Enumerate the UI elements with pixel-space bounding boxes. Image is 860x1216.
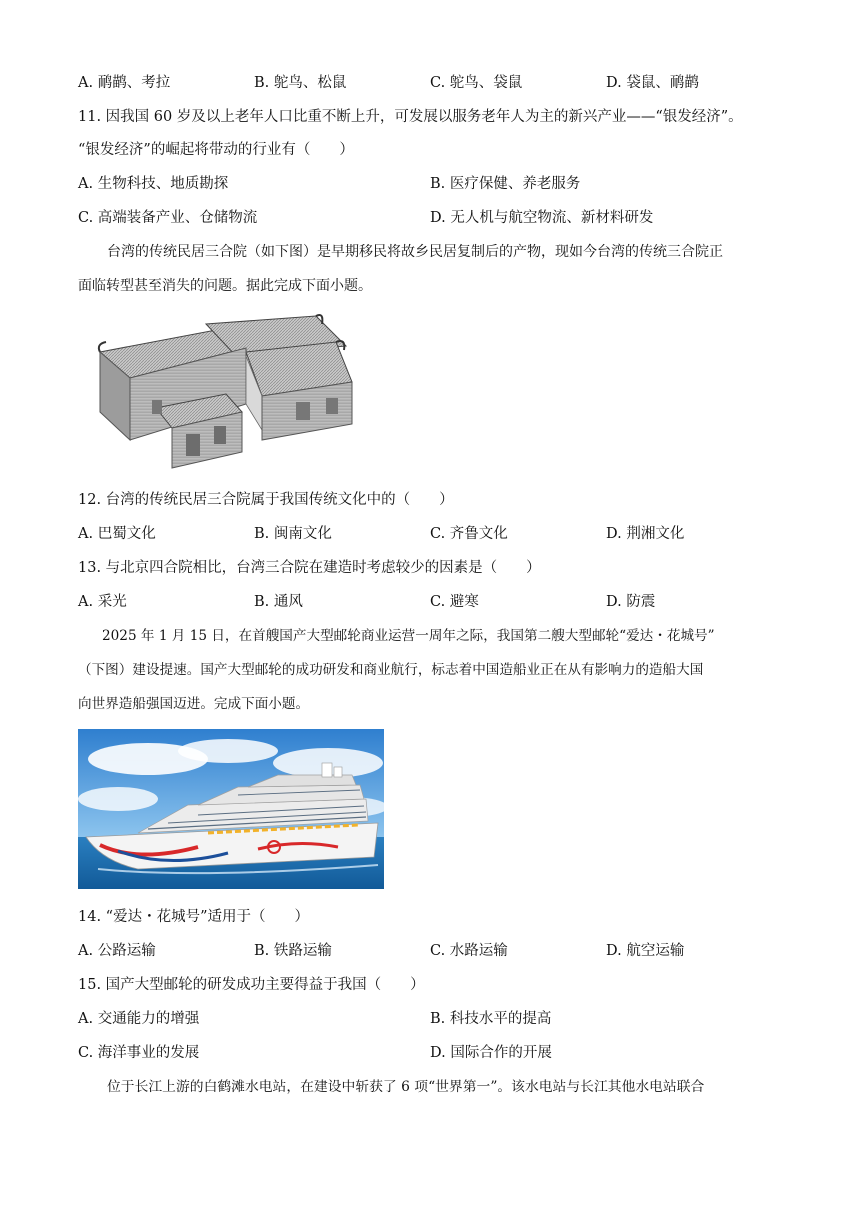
q15-option-a[interactable]: A. 交通能力的增强 (78, 1011, 200, 1027)
q15-option-b[interactable]: B. 科技水平的提高 (430, 1011, 552, 1027)
q12-option-c[interactable]: C. 齐鲁文化 (430, 526, 508, 542)
q11-option-b[interactable]: B. 医疗保健、养老服务 (430, 176, 581, 192)
q12-option-b[interactable]: B. 闽南文化 (254, 526, 332, 542)
q10-option-b[interactable]: B. 鸵鸟、松鼠 (254, 75, 347, 91)
passage1-line1: 台湾的传统民居三合院（如下图）是早期移民将故乡民居复制后的产物，现如今台湾的传统三合院正 (107, 244, 723, 260)
q14-option-d[interactable]: D. 航空运输 (606, 943, 685, 959)
passage2-line3: 向世界造船强国迈进。完成下面小题。 (78, 696, 310, 712)
q14-option-b[interactable]: B. 铁路运输 (254, 943, 332, 959)
q13-option-a[interactable]: A. 采光 (78, 594, 127, 610)
q12-option-d[interactable]: D. 荆湘文化 (606, 526, 685, 542)
q15-option-c[interactable]: C. 海洋事业的发展 (78, 1045, 200, 1061)
passage2-line1: 2025 年 1 月 15 日，在首艘国产大型邮轮商业运营一周年之际，我国第二艘大型邮轮“爱达・花城号” (102, 628, 715, 644)
q11-stem-line2: “银发经济”的崛起将带动的行业有（ ） (78, 142, 354, 158)
q13-stem: 13. 与北京四合院相比，台湾三合院在建造时考虑较少的因素是（ ） (78, 560, 541, 576)
q14-option-a[interactable]: A. 公路运输 (78, 943, 156, 959)
q11-stem-line1: 11. 因我国 60 岁及以上老年人口比重不断上升，可发展以服务老年人为主的新兴产业——“银发经济”。 (78, 109, 743, 125)
sanheyuan-figure (96, 312, 360, 472)
passage3-line1: 位于长江上游的白鹤滩水电站，在建设中斩获了 6 项“世界第一”。该水电站与长江其他水电站联合 (107, 1079, 705, 1095)
passage1-line2: 面临转型甚至消失的问题。据此完成下面小题。 (78, 278, 372, 294)
q15-stem: 15. 国产大型邮轮的研发成功主要得益于我国（ ） (78, 977, 425, 993)
q11-option-a[interactable]: A. 生物科技、地质勘探 (78, 176, 229, 192)
q12-stem: 12. 台湾的传统民居三合院属于我国传统文化中的（ ） (78, 492, 454, 508)
q14-stem: 14. “爱达・花城号”适用于（ ） (78, 909, 309, 925)
q12-option-a[interactable]: A. 巴蜀文化 (78, 526, 156, 542)
passage2-line2: （下图）建设提速。国产大型邮轮的成功研发和商业航行，标志着中国造船业正在从有影响力的造船大国 (78, 662, 704, 678)
q11-option-c[interactable]: C. 高端装备产业、仓储物流 (78, 210, 258, 226)
q10-option-d[interactable]: D. 袋鼠、鸸鹋 (606, 75, 699, 91)
q10-option-c[interactable]: C. 鸵鸟、袋鼠 (430, 75, 523, 91)
q13-option-d[interactable]: D. 防震 (606, 594, 656, 610)
q14-option-c[interactable]: C. 水路运输 (430, 943, 508, 959)
cruise-ship-photo (78, 729, 384, 889)
q13-option-b[interactable]: B. 通风 (254, 594, 303, 610)
q13-option-c[interactable]: C. 避寒 (430, 594, 479, 610)
q10-option-a[interactable]: A. 鸸鹋、考拉 (78, 75, 171, 91)
q15-option-d[interactable]: D. 国际合作的开展 (430, 1045, 552, 1061)
q11-option-d[interactable]: D. 无人机与航空物流、新材料研发 (430, 210, 654, 226)
